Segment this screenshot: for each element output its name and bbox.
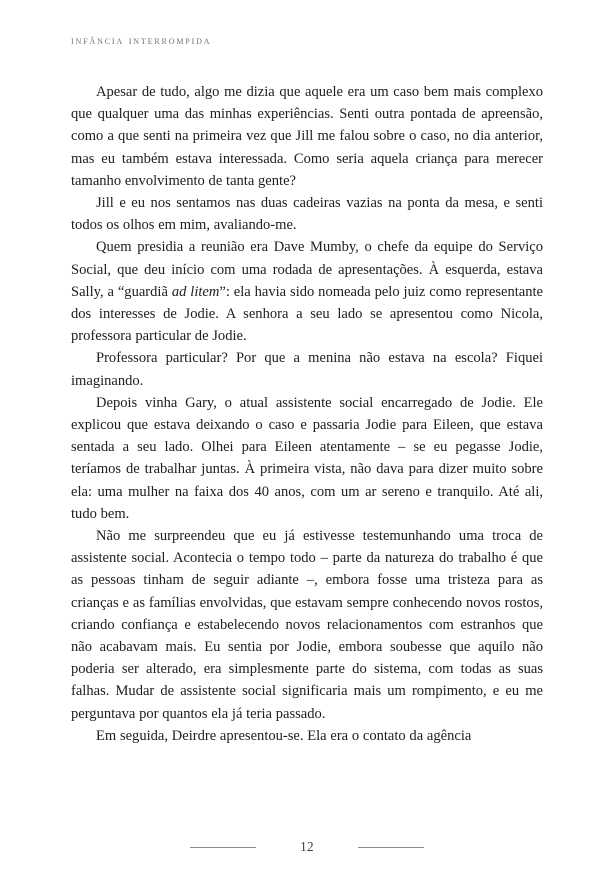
running-head: infância interrompida [71,35,212,47]
page-footer [0,836,614,858]
paragraph: Apesar de tudo, algo me dizia que aquele era um caso bem mais complexo que qualquer uma das minhas experiências. Senti outra pontada de apreensão, como a que senti na primeira vez que Jill me falou sobre o caso, no dia anterior, mas eu também estava interessada. Como seria aquela criança para merecer tamanho envolvimento de tanta gente? [71,84,543,189]
paragraph: Em seguida, Deirdre apresentou-se. Ela era o contato da agência [96,727,472,744]
folio-rule-right [358,847,424,848]
body-text-block [71,81,543,747]
paragraph: Professora particular? Por que a menina não estava na escola? Fiquei imaginando. [71,350,543,389]
paragraph: Jill e eu nos sentamos nas duas cadeiras vazias na ponta da mesa, e senti todos os olhos em mim, avaliando-me. [71,195,543,234]
paragraph: Quem presidia a reunião era Dave Mumby, o chefe da equipe do Serviço Social, que deu início com uma rodada de apresentações. À esquerda, estava Sally, a “guardiã ad litem”: ela havia sido nomeada pelo juiz como representante dos interesses de Jodie. A senhora a seu lado se apresentou como Nicola, professora particular de Jodie. [71,239,543,345]
page-number: 12 [300,839,314,855]
folio-rule-left [190,847,256,848]
italic-phrase: ad litem [171,283,220,300]
paragraph: Não me surpreendeu que eu já estivesse testemunhando uma troca de assistente social. Acontecia o tempo todo – parte da natureza do trabalho é que as pessoas tinham de seguir adiante –, embora fosse uma tristeza para as crianças e as famílias envolvidas, que estavam sempre conhecendo novos rostos, criando confiança e estabelecendo novos relacionamentos com estranhos que não acabavam mais. Eu sentia por Jodie, embora soubesse que aquilo não poderia ser alterado, era simplesmente parte do sistema, com todas as suas falhas. Mudar de assistente social significaria mais um rompimento, e eu me perguntava por quantos ela já teria passado. [71,528,543,722]
paragraph: Depois vinha Gary, o atual assistente social encarregado de Jodie. Ele explicou que estava deixando o caso e passaria Jodie para Eileen, que estava sentada a seu lado. Olhei para Eileen atentamente – se eu pegasse Jodie, teríamos de trabalhar juntas. À primeira vista, não dava para dizer muito sobre ela: uma mulher na faixa dos 40 anos, com um ar sereno e tranquilo. Até ali, tudo bem. [71,394,543,522]
